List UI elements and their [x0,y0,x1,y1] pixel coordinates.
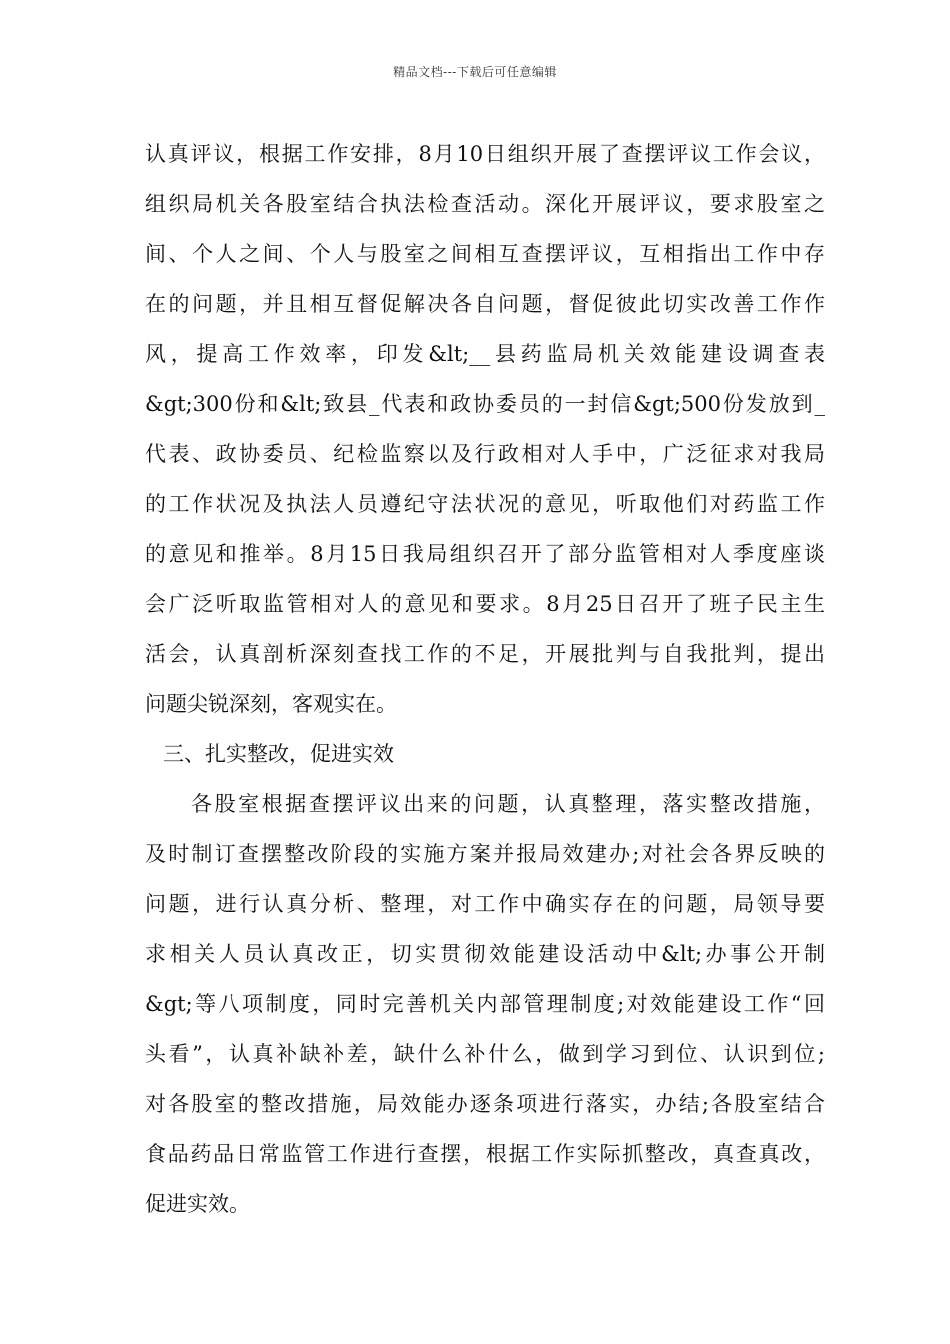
section-heading: 三、扎实整改，促进实效 [163,742,394,766]
paragraph-line: 风，提高工作效率，印发&lt;__县药监局机关效能建设调查表 [145,342,825,366]
paragraph-line: 对各股室的整改措施，局效能办逐条项进行落实，办结;各股室结合 [145,1092,825,1116]
paragraph-line: 在的问题，并且相互督促解决各自问题，督促彼此切实改善工作作 [145,292,825,316]
paragraph-line: 求相关人员认真改正，切实贯彻效能建设活动中&lt;办事公开制 [145,942,825,966]
paragraph-line: &gt;等八项制度，同时完善机关内部管理制度;对效能建设工作“回 [145,992,825,1016]
paragraph-line: 及时制订查摆整改阶段的实施方案并报局效建办;对社会各界反映的 [145,842,825,866]
paragraph-line: 间、个人之间、个人与股室之间相互查摆评议，互相指出工作中存 [145,242,825,266]
page-header: 精品文档---下载后可任意编辑 [393,65,557,79]
document-body [145,129,825,1229]
paragraph-line: 认真评议，根据工作安排，8月10日组织开展了查摆评议工作会议， [145,142,825,166]
paragraph-line: 的工作状况及执法人员遵纪守法状况的意见，听取他们对药监工作 [145,492,825,516]
paragraph-line: &gt;300份和&lt;致县_代表和政协委员的一封信&gt;500份发放到_ [145,392,825,416]
paragraph-line: 代表、政协委员、纪检监察以及行政相对人手中，广泛征求对我局 [145,442,825,466]
paragraph-line: 问题尖锐深刻，客观实在。 [145,692,397,716]
paragraph-line: 活会，认真剖析深刻查找工作的不足，开展批判与自我批判，提出 [145,642,825,666]
paragraph-line: 头看”，认真补缺补差，缺什么补什么，做到学习到位、认识到位; [145,1042,825,1066]
paragraph-line: 组织局机关各股室结合执法检查活动。深化开展评议，要求股室之 [145,192,825,216]
paragraph-line: 会广泛听取监管相对人的意见和要求。8月25日召开了班子民主生 [145,592,825,616]
paragraph-line: 的意见和推举。8月15日我局组织召开了部分监管相对人季度座谈 [145,542,825,566]
paragraph-line: 各股室根据查摆评议出来的问题，认真整理，落实整改措施， [191,792,825,816]
paragraph-line: 问题，进行认真分析、整理，对工作中确实存在的问题，局领导要 [145,892,825,916]
paragraph-line: 促进实效。 [145,1192,250,1216]
paragraph-line: 食品药品日常监管工作进行查摆，根据工作实际抓整改，真查真改， [145,1142,825,1166]
